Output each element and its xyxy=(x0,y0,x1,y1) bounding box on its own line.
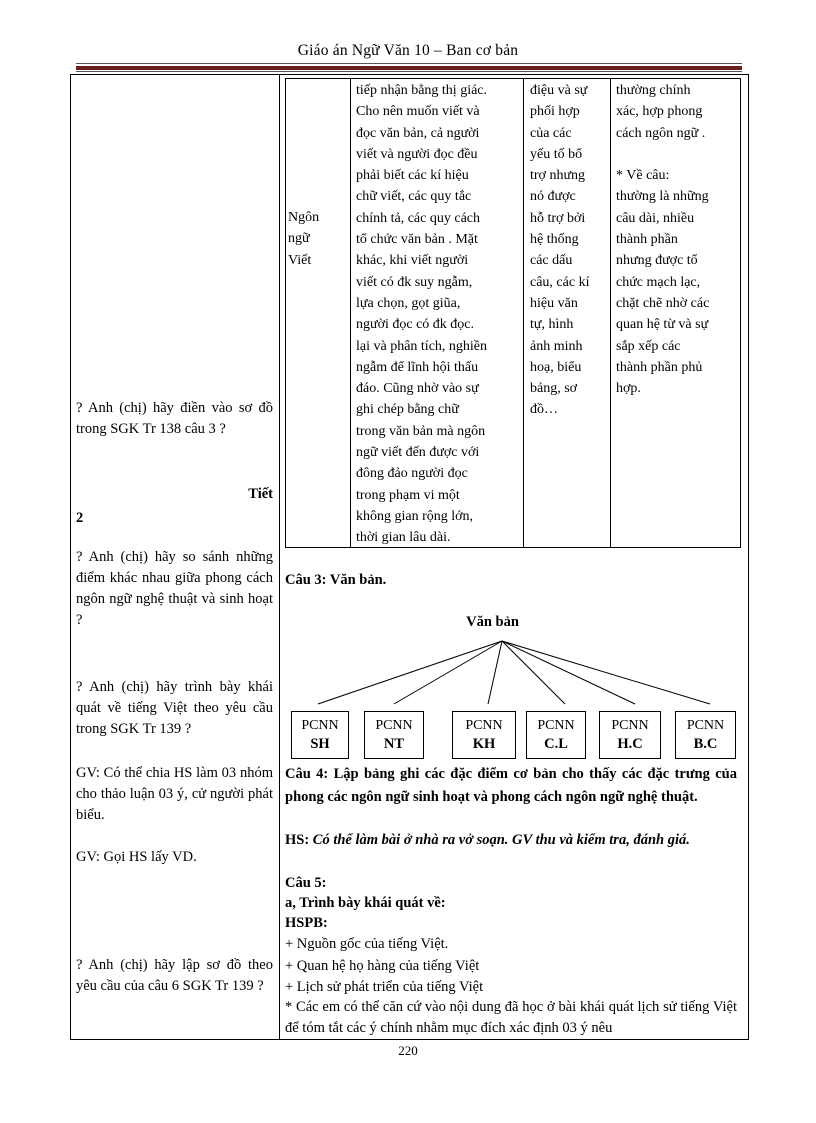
table-cell-line: chính tả, các quy cách xyxy=(356,210,480,226)
table-cell-line: đọc văn bản, cả người xyxy=(356,125,480,141)
table-cell-line: bảng, sơ xyxy=(530,381,578,397)
node-top: PCNN xyxy=(375,718,413,733)
table-cell-line: tổ chức văn bản . Mặt xyxy=(356,232,478,248)
page-number: 220 xyxy=(398,1043,418,1058)
table-cell-line: câu dài, nhiều xyxy=(616,210,695,226)
table-cell-line: Viết xyxy=(288,252,312,268)
node-bottom: C.L xyxy=(544,736,568,752)
table-cell-line: phối hợp xyxy=(530,104,580,120)
table-cell-line: ghi chép bằng chữ xyxy=(356,402,459,418)
teacher-note-1: GV: Có thể chia HS làm 03 nhóm cho thảo luận 03 ý, cử người phát biểu. xyxy=(76,765,273,823)
table-cell-line: nhưng được tổ xyxy=(616,253,698,269)
table-cell-line: quan hệ từ và sự xyxy=(616,317,709,333)
table-cell-line: chức mạch lạc, xyxy=(616,274,701,290)
table-cell-line: đáo. Cũng nhờ vào sự xyxy=(356,381,479,397)
cau3-label: Câu 3: xyxy=(285,572,327,588)
diagram-node xyxy=(526,711,586,759)
table-cell-line: khác, khi viết người xyxy=(356,253,469,269)
question-3: ? Anh (chị) hãy trình bày khái quát về tiếng Việt theo yêu cầu trong SGK Tr 139 ? xyxy=(76,679,273,737)
table-cell-line: ngữ xyxy=(288,231,310,247)
table-cell-line: viết có đk suy ngẫm, xyxy=(356,274,473,290)
table-cell-line: của các xyxy=(530,125,572,141)
bullet-item: + Lịch sử phát triển của tiếng Việt xyxy=(285,979,484,995)
cau3-title: Văn bản. xyxy=(329,572,387,588)
table-cell-line: hiệu văn xyxy=(530,295,578,311)
table-cell-line: đồ… xyxy=(530,402,558,418)
question-4: ? Anh (chị) hãy lập sơ đồ theo yêu cầu của câu 6 SGK Tr 139 ? xyxy=(76,957,273,994)
table-cell-line: hoạ, biểu xyxy=(530,359,582,375)
node-bottom: SH xyxy=(310,736,330,752)
teacher-note-2: GV: Gọi HS lấy VD. xyxy=(76,849,197,865)
table-cell-line: hợp. xyxy=(616,381,641,397)
table-cell-line: câu, các kí xyxy=(530,274,590,290)
table-cell-line: Ngôn xyxy=(288,210,320,225)
table-cell-line: chặt chẽ nhờ các xyxy=(616,295,710,311)
table-cell-line: lựa chọn, gọt giũa, xyxy=(356,295,461,311)
diagram-node xyxy=(599,711,661,759)
student-note xyxy=(285,829,737,851)
table-cell-line: thành phần xyxy=(616,232,678,248)
table-cell-line: * Về câu: xyxy=(616,168,670,184)
table-cell-line: thời gian lâu dài. xyxy=(356,530,451,546)
table-cell-line: cách ngôn ngữ . xyxy=(616,125,706,141)
table-cell-line: hệ thống xyxy=(530,232,579,248)
node-top: PCNN xyxy=(537,718,575,733)
diagram-node xyxy=(675,711,736,759)
question-5a: a, Trình bày khái quát về: xyxy=(285,895,446,911)
node-top: PCNN xyxy=(301,718,339,733)
connector-line xyxy=(488,641,502,704)
table-cell-line: tự, hình xyxy=(530,317,574,333)
table-cell-line: ngữ viết đến được với xyxy=(356,445,480,461)
page-header: Giáo án Ngữ Văn 10 – Ban cơ bản xyxy=(297,42,519,59)
diagram-node xyxy=(452,711,516,759)
table-cell-line: trong văn bản mà ngôn xyxy=(356,423,486,439)
node-bottom: H.C xyxy=(617,736,643,752)
table-cell-line: xác, hợp phong xyxy=(616,104,703,120)
question-2: ? Anh (chị) hãy so sánh những điểm khác nhau giữa phong cách ngôn ngữ nghệ thuật và sinh hoạt ? xyxy=(76,549,273,628)
node-bottom: NT xyxy=(383,736,405,752)
table-cell-line: tiếp nhận bằng thị giác. xyxy=(356,83,488,98)
table-cell-line: Cho nên muốn viết và xyxy=(356,104,480,120)
node-bottom: KH xyxy=(472,736,496,752)
table-cell-line: thành phần phủ xyxy=(616,359,703,375)
table-cell-line: phải biết các kí hiệu xyxy=(356,168,469,184)
question-1: ? Anh (chị) hãy điền vào sơ đồ trong SGK Tr 138 câu 3 ? xyxy=(76,400,273,437)
table-cell-line: sắp xếp các xyxy=(616,338,681,354)
node-bottom: B.C xyxy=(693,736,718,752)
table-cell-line: điệu và sự xyxy=(530,83,588,98)
bullet-item: + Nguồn gốc của tiếng Việt. xyxy=(285,936,449,952)
hs-label: HS: xyxy=(285,832,310,848)
note-text: * Các em có thể căn cứ vào nội dung đã học ở bài khái quát lịch sử tiếng Việt để tóm tắt các ý chính nhằm mục đích xác định 03 ý nêu xyxy=(285,999,737,1036)
table-cell-line: lại và phân tích, nghiền xyxy=(356,338,488,354)
table-cell-line: hỗ trợ bởi xyxy=(530,210,586,226)
table-cell-line: trong phạm vi một xyxy=(356,487,460,503)
diagram-root: Văn bản xyxy=(466,614,519,630)
table-cell-line: đông đảo người đọc xyxy=(356,466,468,482)
node-top: PCNN xyxy=(465,718,503,733)
table-cell-line: các dấu xyxy=(530,253,573,269)
tiet-word: Tiết xyxy=(248,486,273,502)
bullet-item: + Quan hệ họ hàng của tiếng Việt xyxy=(285,958,480,974)
diagram-node xyxy=(364,711,424,759)
diagram-node xyxy=(291,711,349,759)
table-cell-line: chữ viết, các quy tắc xyxy=(356,189,472,205)
question-5-heading: Câu 5: xyxy=(285,875,327,891)
table-cell-line: thường là những xyxy=(616,189,709,205)
table-cell-line: thường chính xyxy=(616,83,691,98)
table-cell-line: người đọc có đk đọc. xyxy=(356,317,475,333)
table-cell-line: viết và người đọc đều xyxy=(356,146,478,162)
hs-text: Có thể làm bài ở nhà ra vở soạn. GV thu và kiểm tra, đánh giá. xyxy=(312,832,690,848)
node-top: PCNN xyxy=(686,718,725,733)
node-top: PCNN xyxy=(611,718,649,733)
hspb-label: HSPB: xyxy=(285,915,328,931)
table-cell-line: trợ nhưng xyxy=(530,168,586,184)
tiet-number: 2 xyxy=(76,510,84,526)
table-cell-line: nó được xyxy=(530,189,576,205)
table-cell-line: không gian rộng lớn, xyxy=(356,508,474,524)
table-cell-line: yếu tố bổ xyxy=(530,146,583,162)
question-4-heading: Câu 4: Lập bảng ghi các đặc điểm cơ bản cho thấy các đặc trưng của phong các ngôn ngữ sinh hoạt và phong cách ngôn ngữ nghệ thuật. xyxy=(285,766,737,805)
table-cell-line: ảnh minh xyxy=(530,338,583,354)
connector-line xyxy=(502,641,635,704)
table-cell-line: ngẫm để lĩnh hội thấu xyxy=(356,359,479,375)
